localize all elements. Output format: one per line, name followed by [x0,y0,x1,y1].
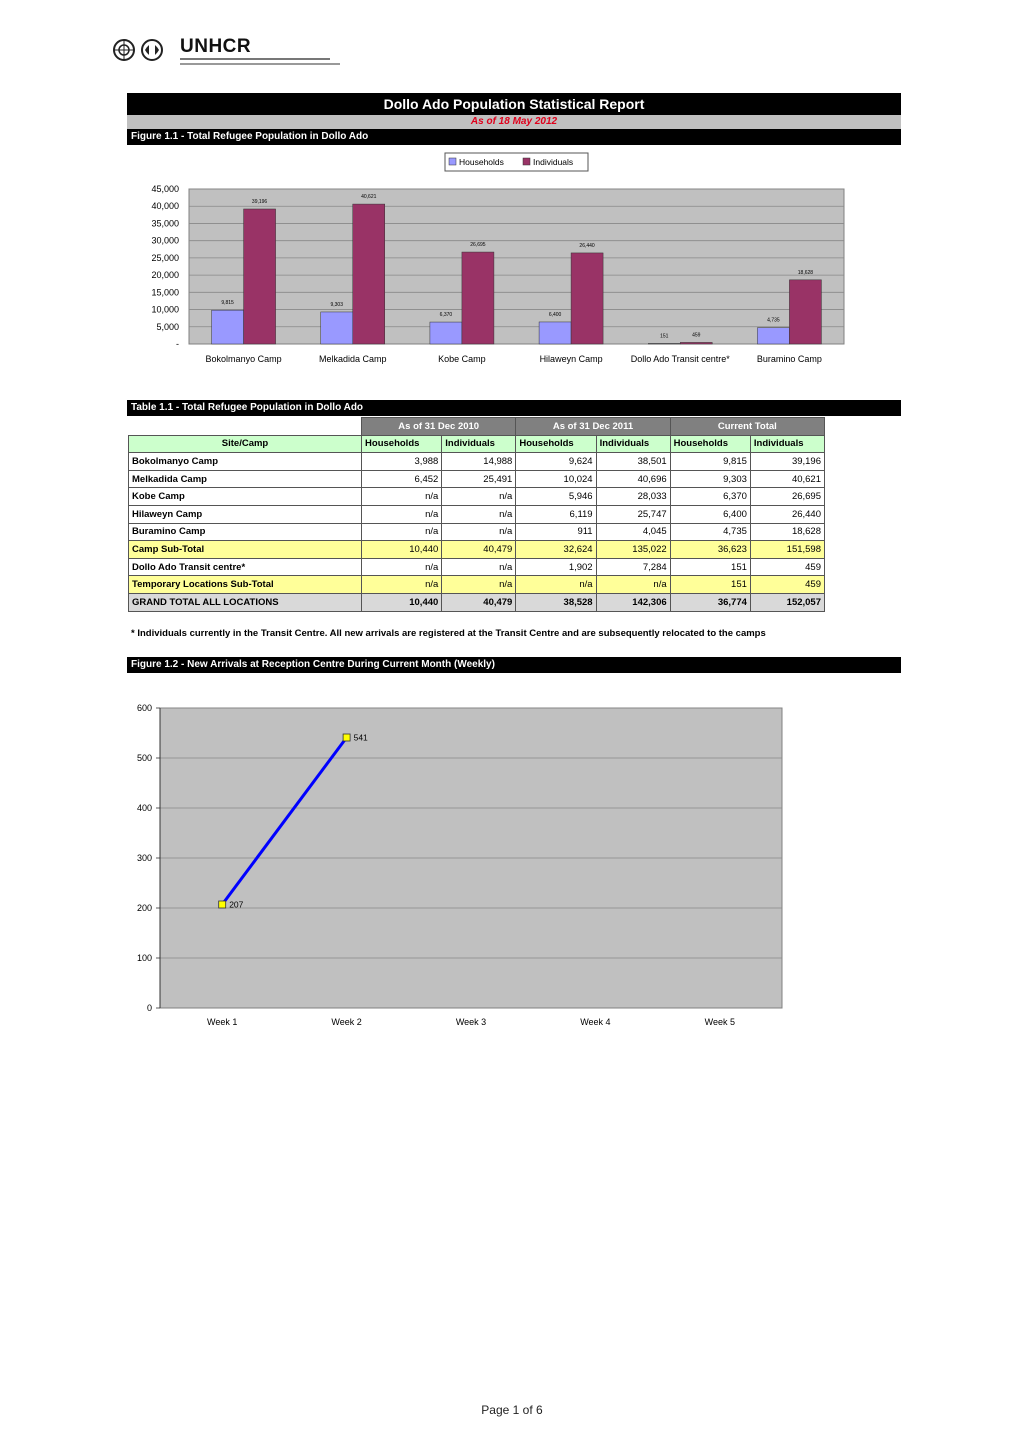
table-cell: 3,988 [362,453,442,471]
bar-households [757,328,789,344]
table-row [129,505,825,523]
x-category-label: Week 2 [331,1017,362,1027]
y-tick-label: 35,000 [151,218,179,229]
table-cell: 38,528 [516,593,596,611]
table-cell: 4,735 [670,523,750,541]
bar-value-label: 26,440 [579,242,595,249]
table-cell: 151,598 [750,541,824,559]
table-cell: 26,440 [750,505,824,523]
org-tagline-icon [180,57,340,67]
figure1-title: Figure 1.1 - Total Refugee Population in Dollo Ado [127,129,901,145]
plot-area [189,189,844,344]
table-cell: 911 [516,523,596,541]
site-spacer [282,505,362,523]
table-row [129,593,825,611]
bar-individuals [244,209,276,344]
table-cell: 459 [750,558,824,576]
group-2010: As of 31 Dec 2010 [362,418,516,436]
site-name: Bokolmanyo Camp [129,453,282,471]
table-cell: 14,988 [442,453,516,471]
x-category-label: Week 1 [207,1017,238,1027]
table-cell: n/a [516,576,596,594]
y-tick-label: 20,000 [151,270,179,281]
bar-individuals [462,252,494,344]
table-cell: 18,628 [750,523,824,541]
bar-individuals [680,342,712,344]
table-cell: 40,479 [442,593,516,611]
table-cell: 36,774 [670,593,750,611]
figure2-title: Figure 1.2 - New Arrivals at Reception Centre During Current Month (Weekly) [127,657,901,673]
table-cell: 9,303 [670,470,750,488]
table-cell: n/a [442,576,516,594]
table-cell: 10,024 [516,470,596,488]
table-cell: 25,747 [596,505,670,523]
y-tick-label: 600 [136,703,152,713]
bar-households [321,312,353,344]
y-tick-label: 40,000 [151,201,179,212]
data-point [343,734,350,741]
bar-households [212,310,244,344]
table-cell: 4,045 [596,523,670,541]
report-title: Dollo Ado Population Statistical Report [127,93,901,115]
table-cell: 9,815 [670,453,750,471]
bar-value-label: 40,621 [361,194,377,201]
table-row [129,558,825,576]
table-cell: 135,022 [596,541,670,559]
bar-value-label: 459 [692,332,701,339]
y-tick-label: 400 [136,803,152,813]
table-cell: n/a [442,505,516,523]
table-cell: 32,624 [516,541,596,559]
table-cell: 6,370 [670,488,750,506]
site-name: Melkadida Camp [129,470,282,488]
bar-value-label: 6,370 [439,312,453,319]
bar-value-label: 9,303 [330,301,344,308]
y-tick-label: 200 [136,903,152,913]
data-label: 541 [353,732,368,743]
col-site: Site/Camp [129,435,362,453]
table-cell: 6,452 [362,470,442,488]
y-tick-label: 10,000 [151,304,179,315]
table-cell: n/a [362,523,442,541]
data-label: 207 [229,899,244,910]
table-cell: 7,284 [596,558,670,576]
table-cell: n/a [362,488,442,506]
x-category-label: Week 3 [455,1017,487,1027]
group-current: Current Total [670,418,824,436]
y-tick-label: 25,000 [151,252,179,263]
bar-value-label: 9,815 [221,300,234,307]
x-category-label: Week 5 [704,1017,735,1027]
bar-value-label: 39,196 [251,198,268,205]
site-name: GRAND TOTAL ALL LOCATIONS [129,593,282,611]
table-cell: 10,440 [362,593,442,611]
table-row [129,470,825,488]
table-row [129,523,825,541]
col-individuals: Individuals [442,435,516,453]
table-cell: n/a [362,576,442,594]
table-row [129,488,825,506]
legend-label: Individuals [533,157,574,167]
population-table [128,417,825,612]
site-spacer [282,576,362,594]
report-date: As of 18 May 2012 [127,115,901,129]
bar-households [539,322,571,344]
site-name: Hilaweyn Camp [129,505,282,523]
table-cell: 39,196 [750,453,824,471]
bar-individuals [571,253,603,344]
table-cell: n/a [442,523,516,541]
bar-value-label: 151 [660,333,669,340]
y-tick-label: 500 [136,753,152,763]
x-category-label: Buramino Camp [756,354,822,364]
table-column-header [129,435,825,453]
table-cell: 40,479 [442,541,516,559]
bar-individuals [353,204,385,344]
site-spacer [282,541,362,559]
table-cell: 25,491 [442,470,516,488]
table-cell: 142,306 [596,593,670,611]
data-point [219,901,226,908]
bar-households [430,322,462,344]
table-cell: n/a [442,488,516,506]
table-cell: n/a [362,558,442,576]
col-households: Households [516,435,596,453]
table-cell: 40,621 [750,470,824,488]
col-individuals: Individuals [596,435,670,453]
table-cell: 26,695 [750,488,824,506]
chart-legend [445,153,588,171]
table-row [129,541,825,559]
site-spacer [282,523,362,541]
table-cell: 9,624 [516,453,596,471]
bar-value-label: 26,695 [470,242,486,249]
legend-swatch [523,158,530,165]
table-cell: 151 [670,558,750,576]
y-tick-label: 30,000 [151,235,179,246]
table-row [129,576,825,594]
x-category-label: Hilaweyn Camp [539,354,603,364]
line-chart-new-arrivals [127,695,807,1035]
table-cell: 40,696 [596,470,670,488]
table-cell: 10,440 [362,541,442,559]
y-tick-label: 45,000 [151,184,179,194]
table-cell: n/a [442,558,516,576]
footnote: * Individuals currently in the Transit Centre. All new arrivals are registered at the Transit Centre and are subsequently relocated to the camps [131,628,766,639]
table-cell: 151 [670,576,750,594]
site-spacer [282,488,362,506]
unhcr-logo [112,36,342,70]
site-name: Dollo Ado Transit centre* [129,558,282,576]
table-cell: 6,119 [516,505,596,523]
x-category-label: Week 4 [580,1017,611,1027]
legend-label: Households [459,157,504,167]
bar-value-label: 6,400 [548,311,562,318]
page-number: Page 1 of 6 [481,1403,543,1417]
table-cell: 152,057 [750,593,824,611]
site-name: Temporary Locations Sub-Total [129,576,282,594]
y-tick-label: 100 [136,953,152,963]
site-spacer [282,558,362,576]
bar-households [648,343,680,344]
bar-individuals [789,280,821,344]
site-name: Buramino Camp [129,523,282,541]
bar-value-label: 4,735 [767,317,780,324]
org-wordmark: UNHCR [180,36,252,57]
table-cell: n/a [596,576,670,594]
site-spacer [282,453,362,471]
y-tick-label: - [176,339,179,349]
y-tick-label: 15,000 [151,287,179,298]
table-row [129,453,825,471]
table-cell: 28,033 [596,488,670,506]
x-category-label: Dollo Ado Transit centre* [630,354,730,364]
col-households: Households [362,435,442,453]
table-cell: 459 [750,576,824,594]
table-cell: 38,501 [596,453,670,471]
legend-swatch [449,158,456,165]
table1-title: Table 1.1 - Total Refugee Population in Dollo Ado [127,400,901,416]
group-2011: As of 31 Dec 2011 [516,418,670,436]
site-name: Kobe Camp [129,488,282,506]
site-spacer [282,593,362,611]
col-individuals: Individuals [750,435,824,453]
x-category-label: Kobe Camp [438,354,486,364]
table-cell: 36,623 [670,541,750,559]
y-tick-label: 300 [136,853,152,863]
y-tick-label: 0 [146,1003,152,1013]
bar-value-label: 18,628 [797,269,814,276]
un-emblem-icon [112,38,174,62]
col-households: Households [670,435,750,453]
table-cell: 5,946 [516,488,596,506]
bar-chart-population [127,148,901,388]
x-category-label: Bokolmanyo Camp [205,354,282,364]
table-cell: n/a [362,505,442,523]
table-cell: 1,902 [516,558,596,576]
table-group-header [129,418,825,436]
x-category-label: Melkadida Camp [318,354,387,364]
site-spacer [282,470,362,488]
table-cell: 6,400 [670,505,750,523]
y-tick-label: 5,000 [156,321,179,332]
site-name: Camp Sub-Total [129,541,282,559]
